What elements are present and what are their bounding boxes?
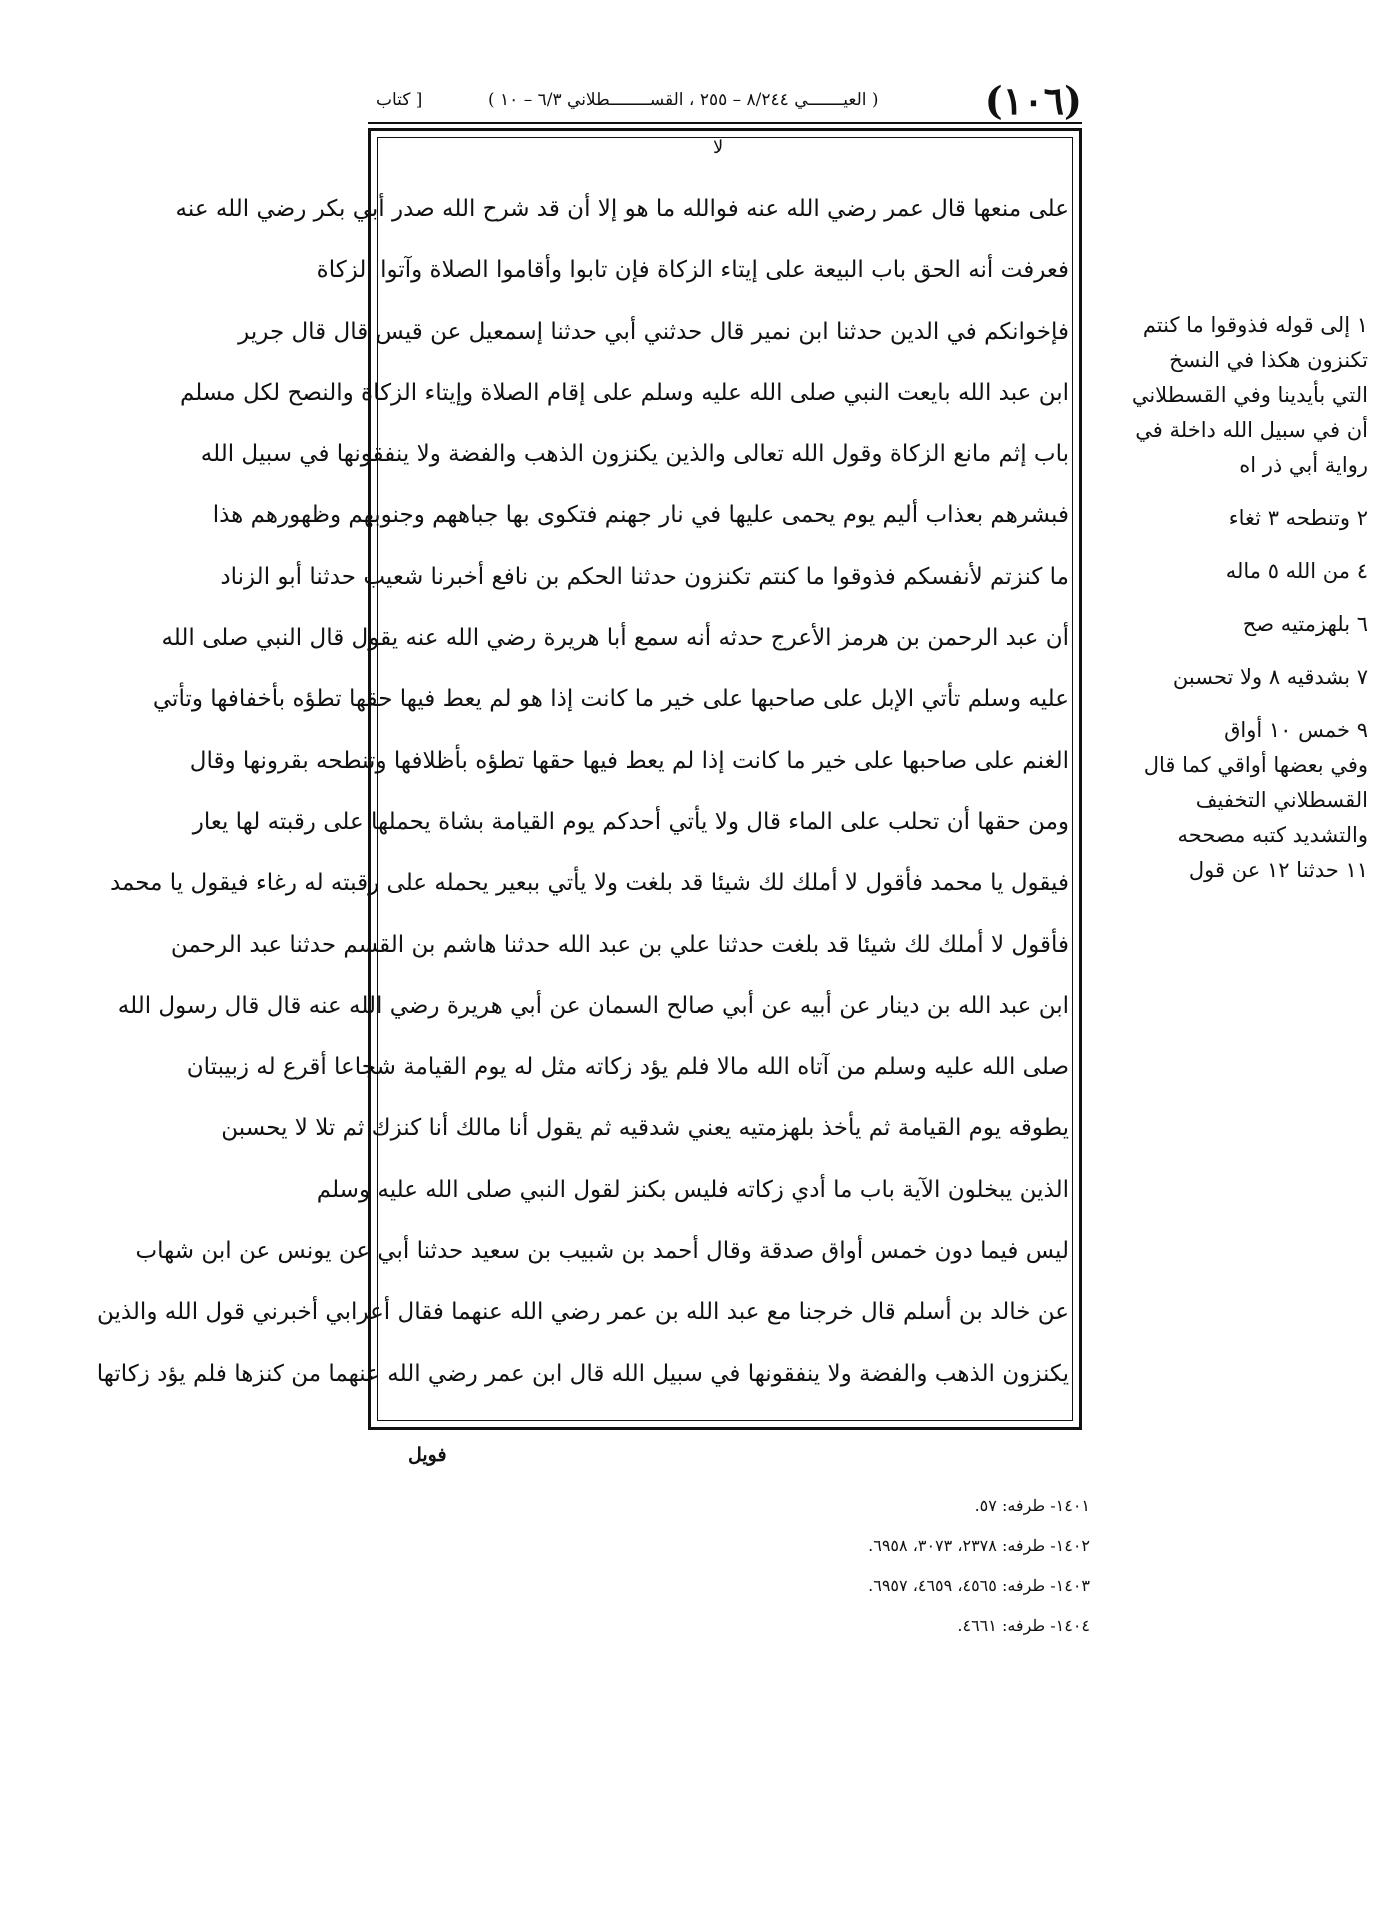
text-line: ومن حقها أن تحلب على الماء قال ولا يأتي أحدكم يوم القيامة بشاة يحملها على رقبته لها يعار — [192, 808, 1069, 835]
header-book-title: [ كتاب — [376, 90, 423, 110]
margin-note: ٢ وتنطحه ٣ ثغاء — [1228, 506, 1368, 530]
margin-note: ١١ حدثنا ١٢ عن قول — [1188, 858, 1368, 882]
text-line: عليه وسلم تأتي الإبل على صاحبها على خير ما كانت إذا هو لم يعط فيها حقها تطؤه بأخفافها وتأتي — [152, 686, 1069, 713]
text-line: فعرفت أنه الحق باب البيعة على إيتاء الزكاة فإن تابوا وأقاموا الصلاة وآتوا الزكاة — [316, 257, 1069, 284]
text-line: الذين يبخلون الآية باب ما أدي زكاته فليس بكنز لقول النبي صلى الله عليه وسلم — [316, 1176, 1069, 1203]
text-line: أن عبد الرحمن بن هرمز الأعرج حدثه أنه سمع أبا هريرة رضي الله عنه يقول قال النبي صلى الله — [161, 625, 1069, 652]
margin-note: ٤ من الله ٥ ماله — [1225, 559, 1368, 583]
margin-notes — [1108, 310, 1368, 890]
text-line: فيقول يا محمد فأقول لا أملك لك شيئا قد بلغت ولا يأتي ببعير يحمله على رقبته له رغاء فيقول يا محمد — [109, 870, 1069, 897]
text-line: صلى الله عليه وسلم من آتاه الله مالا فلم يؤد زكاته مثل له يوم القيامة شجاعا أقرع له زبيبتان — [186, 1054, 1069, 1081]
text-line: عن خالد بن أسلم قال خرجنا مع عبد الله بن عمر رضي الله عنهما فقال أعرابي أخبرني قول الله والذين — [96, 1299, 1069, 1326]
text-line: فإخوانكم في الدين حدثنا ابن نمير قال حدثني أبي حدثنا إسمعيل عن قيس قال قال جرير — [238, 318, 1069, 345]
margin-note: والتشديد كتبه مصححه — [1177, 823, 1368, 847]
text-line: باب إثم مانع الزكاة وقول الله تعالى والذين يكنزون الذهب والفضة ولا ينفقونها في سبيل الله — [200, 441, 1069, 468]
top-mark: لا — [713, 137, 724, 158]
header-rule — [368, 122, 1082, 124]
text-line: ابن عبد الله بايعت النبي صلى الله عليه وسلم على إقام الصلاة وإيتاء الزكاة والنصح لكل مسلم — [179, 379, 1069, 406]
text-line: يطوقه يوم القيامة ثم يأخذ بلهزمتيه يعني شدقيه ثم يقول أنا مالك أنا كنزك ثم تلا لا يحسبن — [221, 1115, 1069, 1142]
footnote: ١٤٠٣- طرفه: ٤٥٦٥، ٤٦٥٩، ٦٩٥٧. — [868, 1576, 1090, 1595]
page-number: (١٠٦) — [984, 78, 1082, 123]
margin-note: ١ إلى قوله فذوقوا ما كنتم — [1142, 313, 1368, 337]
text-line: ابن عبد الله بن دينار عن أبيه عن أبي صالح السمان عن أبي هريرة رضي الله عنه قال قال رسول الله — [117, 992, 1069, 1019]
margin-note: تكنزون هكذا في النسخ — [1169, 348, 1368, 372]
text-line: الغنم على صاحبها على خير ما كانت إذا لم يعط فيها حقها تطؤه بأظلافها وتنطحه بقرونها وقال — [189, 747, 1069, 774]
hadith-text — [96, 179, 1069, 1417]
margin-note: ٩ خمس ١٠ أواق — [1224, 718, 1368, 742]
footnote: ١٤٠١- طرفه: ٥٧. — [974, 1496, 1090, 1515]
margin-note: ٦ بلهزمتيه صح — [1242, 612, 1368, 636]
text-line: فبشرهم بعذاب أليم يوم يحمى عليها في نار جهنم فتكوى بها جباههم وجنوبهم وظهورهم هذا — [212, 502, 1069, 529]
text-line: على منعها قال عمر رضي الله عنه فوالله ما هو إلا أن قد شرح الله صدر أبي بكر رضي الله عنه — [175, 196, 1069, 222]
footnote: ١٤٠٤- طرفه: ٤٦٦١. — [957, 1616, 1090, 1635]
margin-note: ٧ بشدقيه ٨ ولا تحسبن — [1172, 665, 1368, 689]
footnote: ١٤٠٢- طرفه: ٢٣٧٨، ٣٠٧٣، ٦٩٥٨. — [868, 1536, 1090, 1555]
text-line: يكنزون الذهب والفضة ولا ينفقونها في سبيل الله قال ابن عمر رضي الله عنهما من كنزها فلم يؤد زكاتها — [96, 1360, 1069, 1387]
text-line: فأقول لا أملك لك شيئا قد بلغت حدثنا علي بن عبد الله حدثنا هاشم بن القسم حدثنا عبد الرحمن — [170, 931, 1069, 958]
text-frame — [96, 128, 1082, 1430]
footnotes — [760, 1486, 1090, 1646]
margin-note: التي بأيدينا وفي القسطلاني — [1131, 383, 1368, 407]
catchword: فويل — [408, 1444, 447, 1466]
margin-note: أن في سبيل الله داخلة في — [1135, 418, 1368, 442]
margin-note: وفي بعضها أواقي كما قال — [1143, 753, 1368, 777]
header-reference: ( العيـــــــي ٨/٢٤٤ – ٢٥٥ ، القســــــــطلاني ٦/٣ – ١٠ ) — [488, 90, 879, 110]
margin-note: رواية أبي ذر اه — [1239, 453, 1368, 477]
text-line: ليس فيما دون خمس أواق صدقة وقال أحمد بن شبيب بن سعيد حدثنا أبي عن يونس عن ابن شهاب — [135, 1238, 1069, 1265]
text-line: ما كنزتم لأنفسكم فذوقوا ما كنتم تكنزون حدثنا الحكم بن نافع أخبرنا شعيب حدثنا أبو الزناد — [220, 563, 1069, 590]
margin-note: القسطلاني التخفيف — [1195, 788, 1368, 812]
page-header — [368, 78, 1082, 123]
